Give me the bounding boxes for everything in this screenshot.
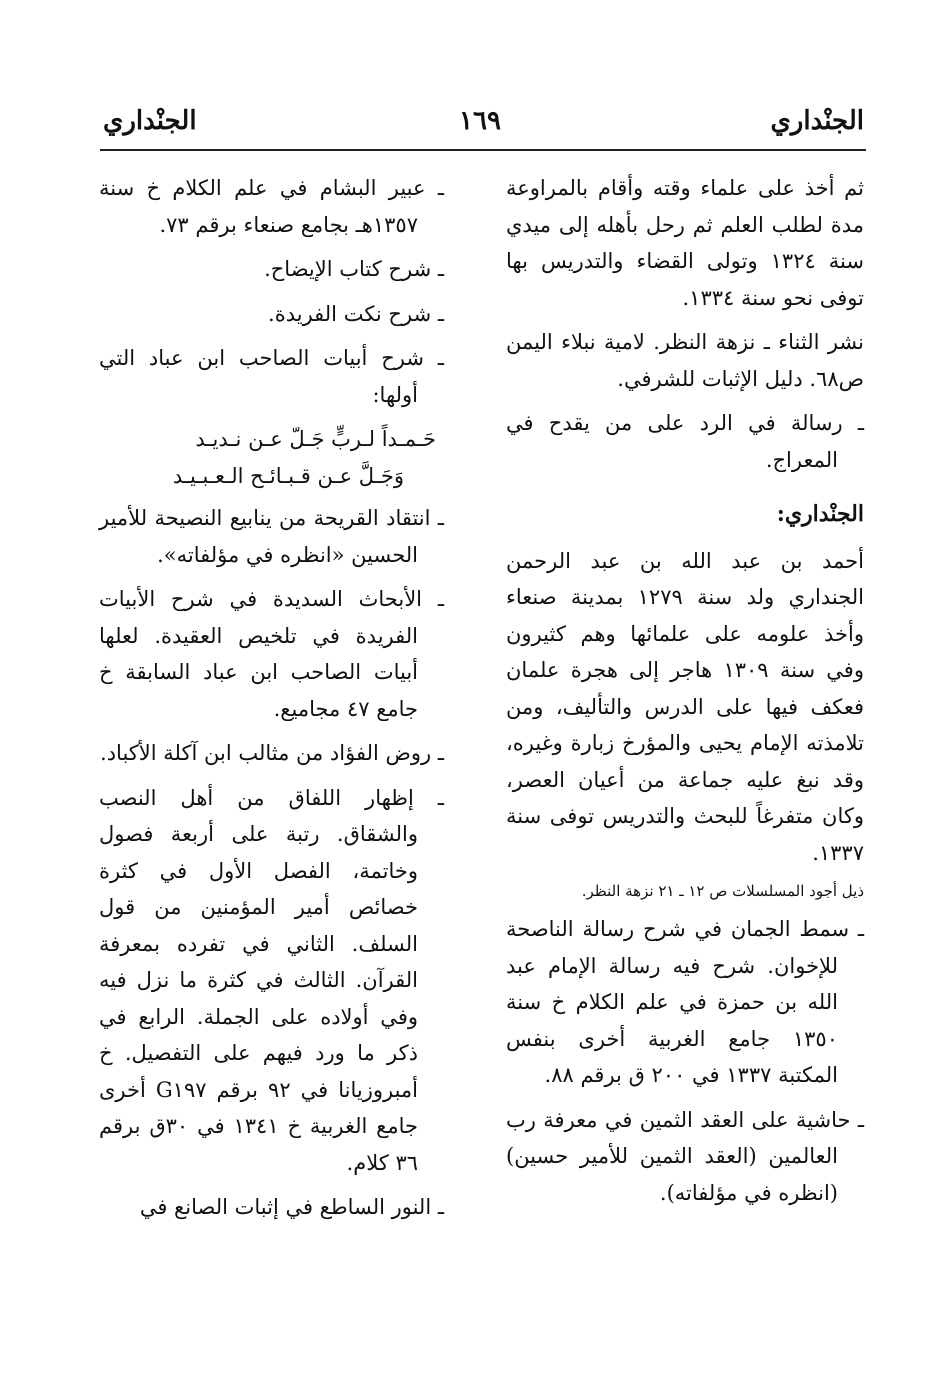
list-item: ـ حاشية على العقد الثمين في معرفة رب العالمين (العقد الثمين للأمير حسين) (انظره في مؤلفاته). [506,1107,864,1205]
paragraph: ثم أخذ على علماء وقته وأقام بالمراوعة مدة لطلب العلم ثم رحل بأهله إلى ميدي سنة ١٣٢٤ وتولى القضاء والتدريس بها توفى نحو سنة ١٣٣٤. [506,176,864,310]
page-number: ١٦٩ [459,106,501,136]
running-title-right: الجنْداري [770,106,864,136]
list-item: ـ سمط الجمان في شرح رسالة الناصحة للإخوان. شرح فيه رسالة الإمام عبد الله بن حمزة في علم الكلام خ سنة ١٣٥٠ جامع الغربية أخرى بنفس المكتبة ١٣٣٧ في ٢٠٠ ق برقم ٨٨. [506,917,864,1087]
list-item: ـ شرح كتاب الإيضاح. [264,257,444,281]
list-item: ـ روض الفؤاد من مثالب ابن آكلة الأكباد. [100,741,444,765]
running-title-left: الجنْداري [103,106,197,136]
verse-line: وَجَـلَّ عـن قـبـائـح الـعـبـيـد [172,463,404,488]
list-item: ـ انتقاد القريحة من ينابيع النصيحة للأمير الحسين «انظره في مؤلفاته». [99,506,444,567]
list-item: ـ شرح أبيات الصاحب ابن عباد التي أولها: [99,346,444,407]
list-item: ـ النور الساطع في إثبات الصانع في [139,1195,444,1219]
list-item: ـ شرح نكت الفريدة. [268,301,444,326]
right-column [506,170,864,1219]
list-item: ـ رسالة في الرد على من يقدح في المعراج. [506,411,864,472]
list-item: ـ الأبحاث السديدة في شرح الأبيات الفريدة في تلخيص العقيدة. لعلها أبيات الصاحب ابن عباد السابقة خ جامع ٤٧ مجاميع. [99,587,444,721]
paragraph: نشر الثناء ـ نزهة النظر. لامية نبلاء اليمن ص٦٨. دليل الإثبات للشرفي. [506,330,864,391]
list-item: ـ إظهار اللفاق من أهل النصب والشقاق. رتبة على أربعة فصول وخاتمة، الفصل الأول في كثرة خصائص أمير المؤمنين من قول السلف. الثاني في تفرده بمعرفة القرآن. الثالث في كثرة ما نزل فيه وفي أولاده على الجملة. الرابع في ذكر ما ورد فيهم على التفصيل. خ أمبروزيانا في ٩٢ برقم G١٩٧ أخرى جامع الغربية خ ١٣٤١ في ٣٠ق برقم ٣٦ كلام. [99,785,444,1175]
entry-heading: الجنْداري: [776,501,864,527]
header-rule [100,149,866,151]
verse-line: حَـمـداً لـربٍّ جَـلّ عـن نـديـد [195,427,436,451]
list-item: ـ عبير البشام في علم الكلام خ سنة ١٣٥٧هـ بجامع صنعاء برقم ٧٣. [99,176,444,237]
paragraph: أحمد بن عبد الله بن عبد الرحمن الجنداري ولد سنة ١٢٧٩ بمدينة صنعاء وأخذ علومه على علمائها وهم كثيرون وفي سنة ١٣٠٩ هاجر إلى هجرة علمان فعكف فيها على الدرس والتأليف، ومن تلامذته الإمام يحيى والمؤرخ زبارة وغيره، وقد نبغ عليه جماعة من أعيان العصر، وكان متفرغاً للبحث والتدريس توفى سنة ١٣٣٧. [506,548,865,865]
left-column [99,170,444,1234]
source-note: ذيل أجود المسلسلات ص ١٢ ـ ٢١ نزهة النظر. [581,882,864,900]
